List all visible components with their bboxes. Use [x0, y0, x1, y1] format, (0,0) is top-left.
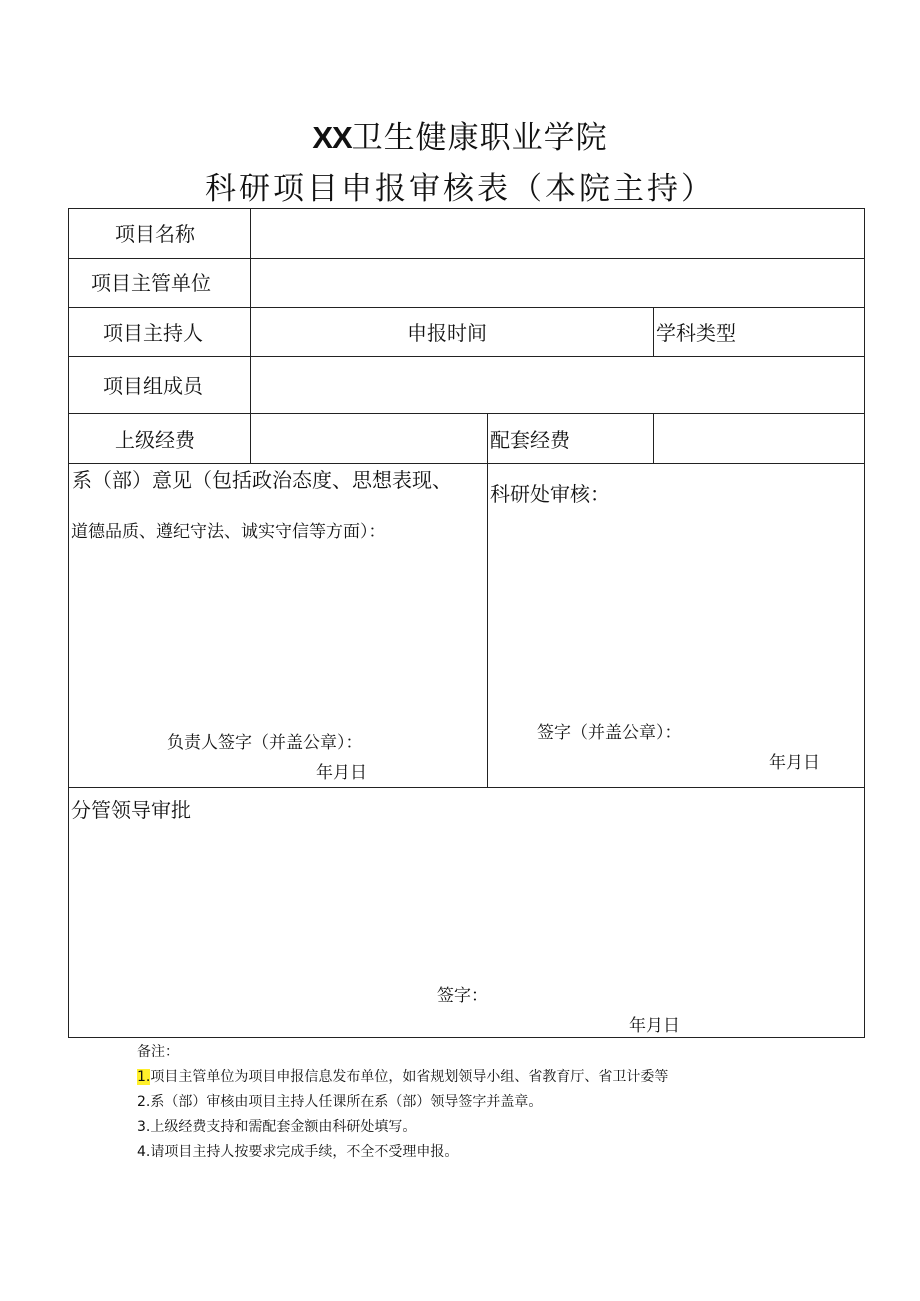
- project-name-label: 项目名称: [115, 222, 195, 246]
- note-item-1: [137, 1065, 668, 1090]
- host-label: 项目主持人: [103, 321, 203, 345]
- dept-date: 年月日: [316, 763, 367, 783]
- dept-opinion-label: 系（部）意见（包括政治态度、思想表现、: [72, 468, 452, 492]
- notes-title: 备注：: [137, 1044, 179, 1060]
- research-date: 年月日: [769, 753, 820, 773]
- research-office-label: 科研处审核：: [490, 482, 610, 506]
- notes: [137, 1040, 668, 1165]
- supervising-unit-field[interactable]: [261, 261, 856, 303]
- review-form-table: [68, 208, 865, 1038]
- dept-opinion-scope: 道德品质、遵纪守法、诚实守信等方面）：: [71, 522, 386, 542]
- leader-signature-label: 签字：: [437, 986, 488, 1006]
- note-item-1-number: 1.: [137, 1069, 151, 1085]
- note-item-2: 2.系（部）审核由项目主持人任课所在系（部）领导签字并盖章。: [137, 1094, 543, 1110]
- leader-approval-label: 分管领导审批: [71, 798, 191, 822]
- note-item-3: 3.上级经费支持和需配套金额由科研处填写。: [137, 1119, 417, 1135]
- apply-time-label: 申报时间: [407, 321, 487, 345]
- leader-date: 年月日: [629, 1016, 680, 1036]
- school-prefix: XX: [312, 120, 352, 155]
- research-signature-label: 签字（并盖公章）：: [537, 723, 682, 743]
- school-title: [0, 112, 920, 157]
- matching-funds-field[interactable]: [659, 418, 857, 458]
- dept-signature-label: 负责人签字（并盖公章）：: [167, 733, 363, 753]
- project-name-field[interactable]: [261, 212, 856, 254]
- members-label: 项目组成员: [103, 374, 203, 398]
- note-item-4: 4.请项目主持人按要求完成手续，不全不受理申报。: [137, 1144, 459, 1160]
- superior-funds-label: 上级经费: [115, 428, 195, 452]
- members-field[interactable]: [261, 362, 856, 408]
- supervising-unit-label: 项目主管单位: [91, 271, 211, 295]
- discipline-label: 学科类型: [656, 321, 736, 345]
- school-name: 卫生健康职业学院: [351, 120, 608, 156]
- note-item-1-text: 项目主管单位为项目申报信息发布单位，如省规划领导小组、省教育厅、省卫计委等: [150, 1069, 669, 1085]
- form-title: 科研项目申报审核表（本院主持）: [205, 171, 715, 207]
- superior-funds-field[interactable]: [261, 418, 481, 458]
- matching-funds-label: 配套经费: [490, 428, 570, 452]
